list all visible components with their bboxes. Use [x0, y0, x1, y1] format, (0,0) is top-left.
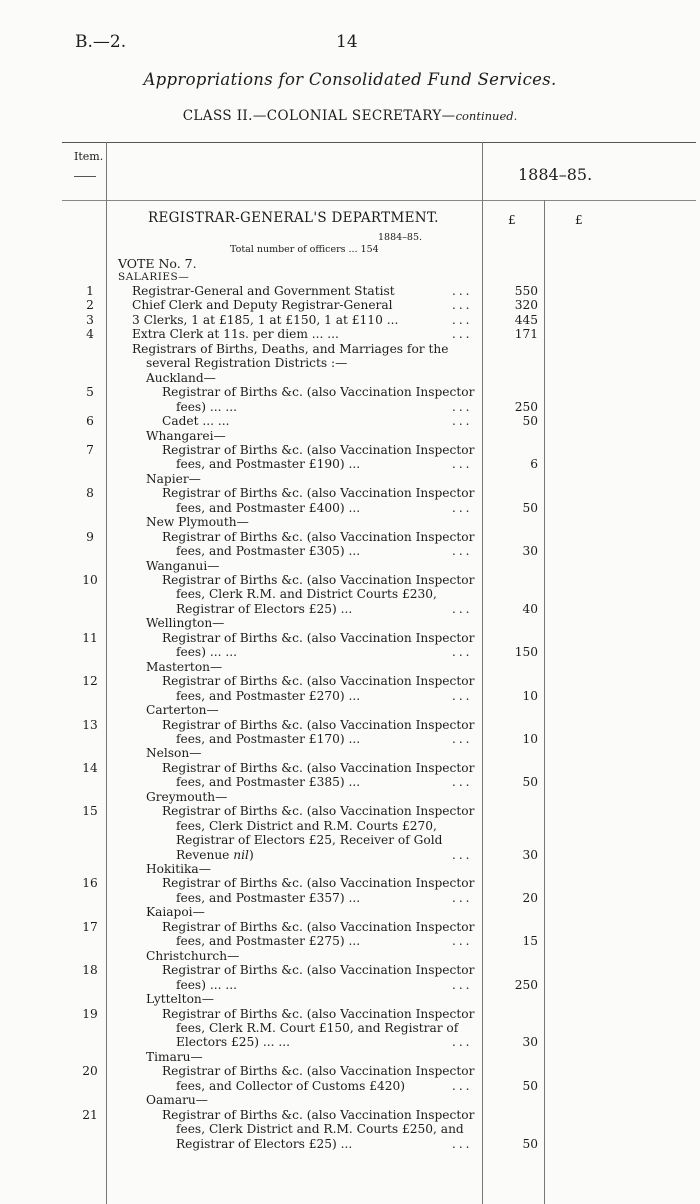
amount-value: 10 — [522, 688, 538, 703]
line-text: fees, and Postmaster £170) ... — [176, 731, 361, 746]
item-number: 13 — [82, 717, 98, 732]
line-text: fees) ... ... — [176, 977, 237, 992]
page-number: 14 — [336, 32, 358, 52]
line-text: fees, and Postmaster £400) ... — [176, 500, 361, 515]
amount-value: 550 — [514, 284, 538, 298]
item-number: 5 — [86, 385, 94, 400]
item-column-rule — [106, 142, 107, 1204]
amount-value: 6 — [530, 457, 538, 472]
pound-header-2: £ — [575, 213, 583, 227]
line-text: fees, and Postmaster £385) ... — [176, 775, 361, 790]
line-text: fees, Clerk R.M. and District Courts £230, — [176, 587, 437, 602]
line-text: Registrar of Births &c. (also Vaccination Inspector — [162, 442, 475, 457]
amount-value: 320 — [514, 298, 538, 313]
line-text: Auckland— — [146, 370, 216, 385]
line-text: fees, and Postmaster £305) ... — [176, 544, 361, 559]
line-text: Registrar of Births &c. (also Vaccination Inspector — [162, 963, 475, 978]
item-number: 17 — [82, 919, 98, 934]
line-text: fees, and Postmaster £190) ... — [176, 457, 361, 472]
line-text: fees) ... ... — [176, 645, 237, 660]
line-text: fees, Clerk R.M. Court £150, and Registrar of — [176, 1020, 459, 1035]
class-heading-suffix: continued. — [455, 109, 518, 123]
amount-value: 15 — [522, 934, 538, 949]
leader-dots: ... — [452, 327, 473, 342]
leader-dots: ... — [452, 775, 473, 790]
vote-heading: VOTE No. 7. — [118, 256, 197, 271]
pound-header-1: £ — [508, 213, 516, 227]
line-text: Timaru— — [146, 1049, 203, 1064]
item-number: 9 — [86, 529, 94, 544]
amount-column-rule — [482, 142, 483, 1204]
line-text: Registrars of Births, Deaths, and Marriages for the — [132, 341, 449, 356]
line-text: Wellington— — [146, 616, 225, 631]
line-text: Wanganui— — [146, 558, 220, 573]
line-text: Registrar of Births &c. (also Vaccination Inspector — [162, 876, 475, 891]
leader-dots: ... — [452, 1136, 473, 1151]
line-text: Registrar of Births &c. (also Vaccination Inspector — [162, 717, 475, 732]
line-text: Revenue nil) — [176, 847, 254, 862]
item-column-header: Item. — [74, 150, 104, 163]
line-text: fees, and Collector of Customs £420) — [176, 1078, 406, 1093]
item-number: 21 — [82, 1107, 98, 1122]
item-number: 8 — [86, 486, 94, 501]
table-head-rule — [62, 200, 696, 201]
class-heading — [0, 108, 700, 124]
line-text: Registrar of Electors £25, Receiver of Gold — [176, 833, 443, 848]
amount-value: 150 — [514, 645, 538, 660]
line-text: Extra Clerk at 11s. per diem ... ... — [132, 327, 339, 342]
line-text: fees, Clerk District and R.M. Courts £270, — [176, 818, 437, 833]
line-text: Registrar-General and Government Statist — [132, 284, 395, 298]
line-text: fees, and Postmaster £270) ... — [176, 688, 361, 703]
line-text: Chief Clerk and Deputy Registrar-General — [132, 298, 393, 313]
line-text: Cadet ... ... — [162, 414, 230, 429]
line-text: Napier— — [146, 471, 201, 486]
line-text: Nelson— — [146, 746, 202, 761]
leader-dots: ... — [452, 1078, 473, 1093]
line-text: Masterton— — [146, 659, 223, 674]
line-text: fees) ... ... — [176, 399, 237, 414]
item-number: 20 — [82, 1064, 98, 1079]
leader-dots: ... — [452, 457, 473, 472]
line-text: fees, and Postmaster £275) ... — [176, 934, 361, 949]
leader-dots: ... — [452, 645, 473, 660]
item-number: 4 — [86, 327, 94, 342]
line-text: several Registration Districts :— — [146, 356, 348, 371]
line-text: Christchurch— — [146, 948, 240, 963]
leader-dots: ... — [452, 284, 473, 298]
amount-value: 50 — [522, 1078, 538, 1093]
leader-dots: ... — [452, 977, 473, 992]
line-text: fees, and Postmaster £357) ... — [176, 890, 361, 905]
line-text: Registrar of Births &c. (also Vaccination Inspector — [162, 919, 475, 934]
leader-dots: ... — [452, 688, 473, 703]
officer-count: Total number of officers ... 154 — [230, 244, 379, 255]
line-text: Registrar of Electors £25) ... — [176, 601, 353, 616]
item-number: 16 — [82, 876, 98, 891]
leader-dots: ... — [452, 601, 473, 616]
item-number: 14 — [82, 760, 98, 775]
leader-dots: ... — [452, 890, 473, 905]
line-text: Registrar of Births &c. (also Vaccination Inspector — [162, 804, 475, 819]
amount-value: 250 — [514, 977, 538, 992]
salaries-heading: SALARIES— — [118, 271, 190, 283]
item-number: 7 — [86, 442, 94, 457]
line-text: Whangarei— — [146, 428, 226, 443]
leader-dots: ... — [452, 544, 473, 559]
line-text: Registrar of Births &c. (also Vaccination Inspector — [162, 1006, 475, 1021]
item-number: 19 — [82, 1006, 98, 1021]
line-text: Oamaru— — [146, 1093, 208, 1108]
amount-value: 40 — [522, 601, 538, 616]
line-text: Electors £25) ... ... — [176, 1035, 291, 1050]
amount-value: 50 — [522, 1136, 538, 1151]
department-year: 1884–85. — [378, 232, 423, 243]
class-heading-main: CLASS II.—COLONIAL SECRETARY— — [182, 108, 456, 124]
amount-value: 20 — [522, 890, 538, 905]
item-number: 1 — [86, 284, 94, 298]
leader-dots: ... — [452, 934, 473, 949]
line-text: Kaiapoi— — [146, 905, 205, 920]
leader-dots: ... — [452, 298, 473, 313]
line-text: Registrar of Electors £25) ... — [176, 1136, 353, 1151]
line-text: Registrar of Births &c. (also Vaccination Inspector — [162, 674, 475, 689]
line-text: Registrar of Births &c. (also Vaccination Inspector — [162, 630, 475, 645]
item-number: 11 — [82, 630, 98, 645]
leader-dots: ... — [452, 312, 473, 327]
leader-dots: ... — [452, 399, 473, 414]
item-number: 3 — [86, 312, 94, 327]
leader-dots: ... — [452, 414, 473, 429]
amount-value: 50 — [522, 775, 538, 790]
leader-dots: ... — [452, 500, 473, 515]
item-number: 12 — [82, 674, 98, 689]
line-text: Registrar of Births &c. (also Vaccination Inspector — [162, 1064, 475, 1079]
item-number: 10 — [82, 573, 98, 587]
line-text: 3 Clerks, 1 at £185, 1 at £150, 1 at £110 ... — [132, 312, 399, 327]
line-text: Registrar of Births &c. (also Vaccination Inspector — [162, 573, 475, 587]
second-amount-column-rule — [544, 200, 545, 1204]
amount-value: 30 — [522, 847, 538, 862]
amount-value: 30 — [522, 1035, 538, 1050]
line-text: Registrar of Births &c. (also Vaccination Inspector — [162, 529, 475, 544]
amount-value: 10 — [522, 731, 538, 746]
amount-value: 50 — [522, 500, 538, 515]
year-column-header: 1884–85. — [518, 165, 593, 184]
item-head-rule — [74, 176, 96, 177]
page-title: Appropriations for Consolidated Fund Services. — [143, 70, 557, 89]
line-text: fees, Clerk District and R.M. Courts £250, and — [176, 1122, 464, 1137]
line-text: Registrar of Births &c. (also Vaccination Inspector — [162, 760, 475, 775]
line-text: Hokitika— — [146, 862, 211, 876]
line-text: Registrar of Births &c. (also Vaccination Inspector — [162, 385, 475, 400]
table-top-rule — [62, 142, 696, 143]
item-number: 15 — [82, 804, 98, 819]
item-number: 18 — [82, 963, 98, 978]
leader-dots: ... — [452, 847, 473, 862]
item-number: 6 — [86, 414, 94, 429]
line-text: Lyttelton— — [146, 992, 214, 1007]
line-text: New Plymouth— — [146, 515, 249, 530]
amount-value: 445 — [514, 312, 538, 327]
line-text: Registrar of Births &c. (also Vaccination Inspector — [162, 486, 475, 501]
item-number: 2 — [86, 298, 94, 313]
leader-dots: ... — [452, 1035, 473, 1050]
line-text: Carterton— — [146, 703, 219, 718]
page-code: B.—2. — [75, 32, 127, 52]
line-text: Greymouth— — [146, 789, 228, 804]
amount-value: 171 — [514, 327, 538, 342]
line-text: Registrar of Births &c. (also Vaccination Inspector — [162, 1107, 475, 1122]
department-heading: REGISTRAR-GENERAL'S DEPARTMENT. — [148, 210, 439, 226]
amount-value: 250 — [514, 399, 538, 414]
leader-dots: ... — [452, 731, 473, 746]
amount-value: 30 — [522, 544, 538, 559]
amount-value: 50 — [522, 414, 538, 429]
